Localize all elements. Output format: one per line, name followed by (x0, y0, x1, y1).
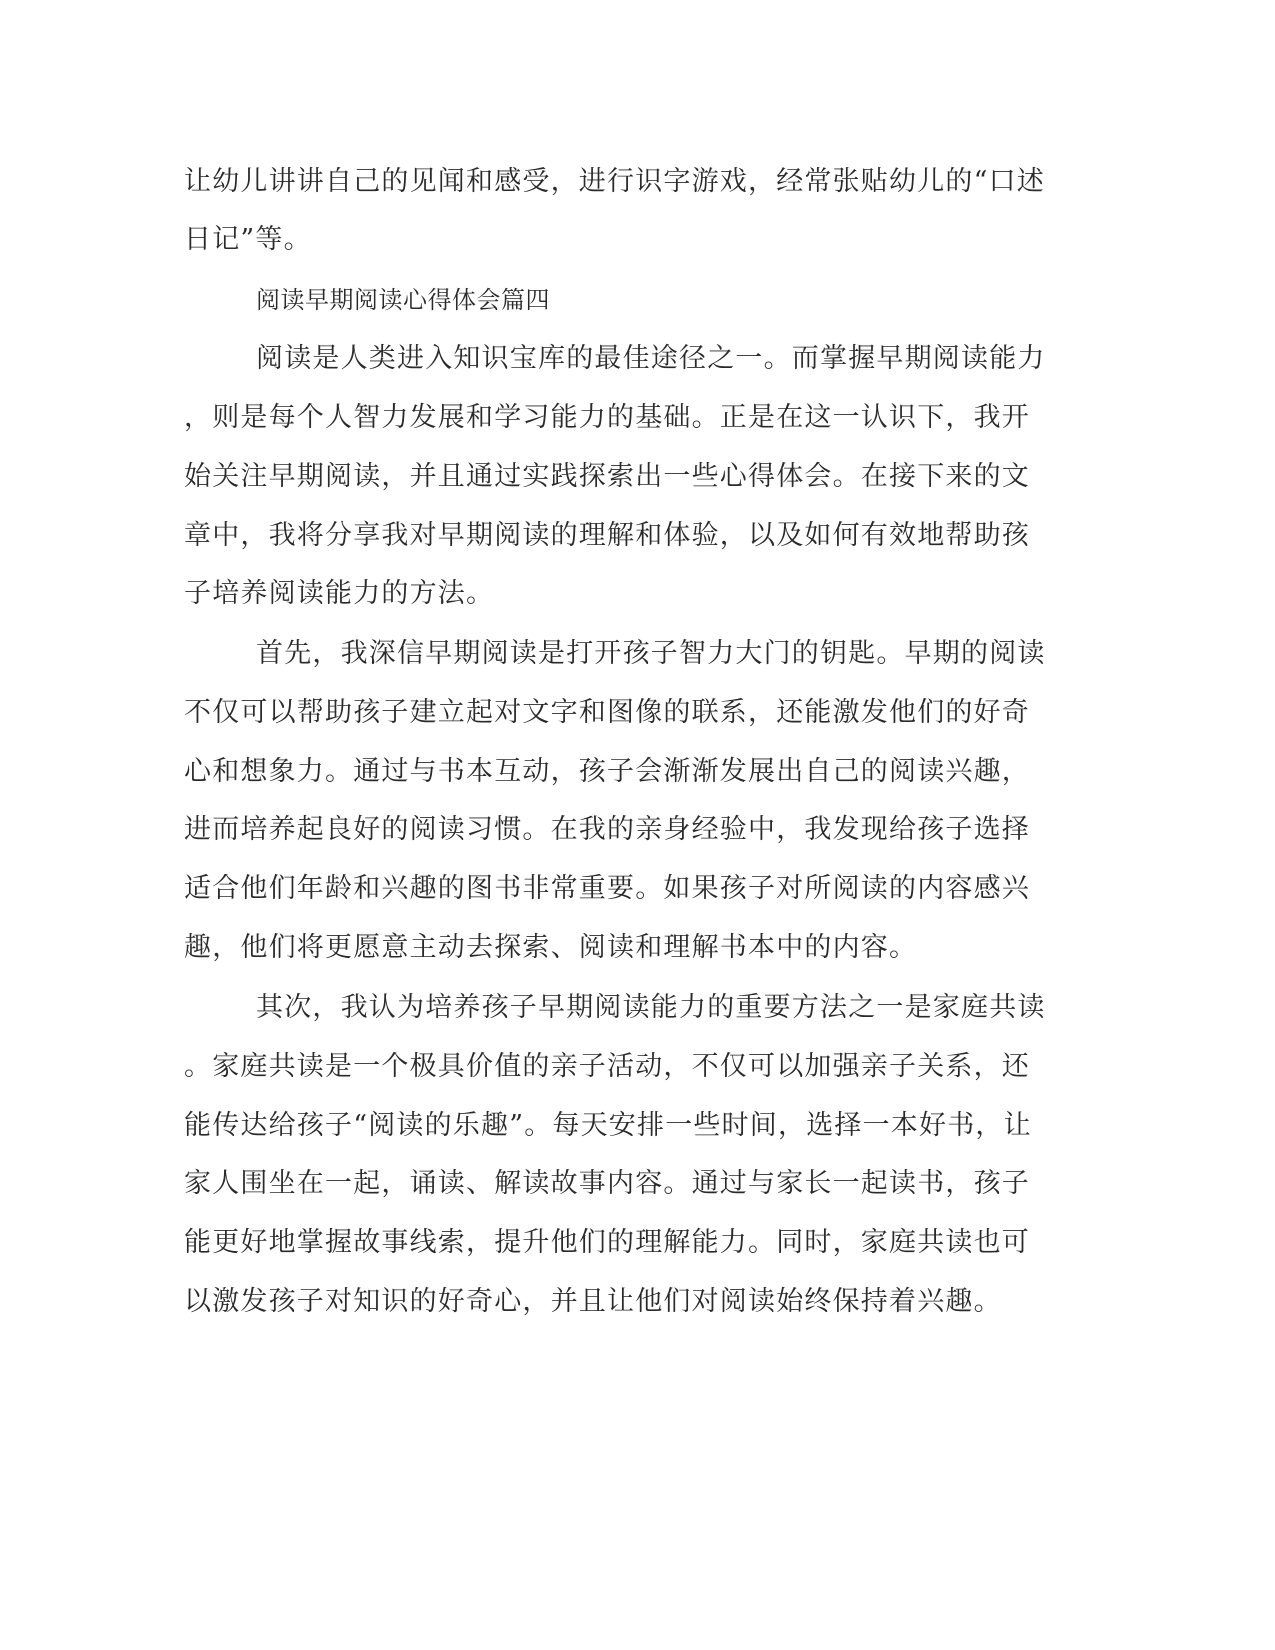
text-line: 适合他们年龄和兴趣的图书非常重要。如果孩子对所阅读的内容感兴 (184, 873, 1030, 904)
text-line: 其次，我认为培养孩子早期阅读能力的重要方法之一是家庭共读 (256, 992, 1046, 1023)
text-line: 章中，我将分享我对早期阅读的理解和体验，以及如何有效地帮助孩 (184, 520, 1030, 551)
text-line: 日记”等。 (184, 224, 312, 255)
text-line: 能更好地掌握故事线索，提升他们的理解能力。同时，家庭共读也可 (184, 1227, 1030, 1258)
text-line: 以激发孩子对知识的好奇心，并且让他们对阅读始终保持着兴趣。 (184, 1286, 1002, 1317)
text-line: 让幼儿讲讲自己的见闻和感受，进行识字游戏，经常张贴幼儿的“口述 (184, 166, 1046, 197)
text-line: 。家庭共读是一个极具价值的亲子活动，不仅可以加强亲子关系，还 (184, 1051, 1030, 1082)
text-line: 心和想象力。通过与书本互动，孩子会渐渐发展出自己的阅读兴趣， (184, 756, 1030, 787)
text-line: 首先，我深信早期阅读是打开孩子智力大门的钥匙。早期的阅读 (256, 638, 1046, 669)
text-line: 能传达给孩子“阅读的乐趣”。每天安排一些时间，选择一本好书，让 (184, 1110, 1032, 1141)
text-line: 家人围坐在一起，诵读、解读故事内容。通过与家长一起读书，孩子 (184, 1168, 1030, 1199)
text-line: 不仅可以帮助孩子建立起对文字和图像的联系，还能激发他们的好奇 (184, 697, 1030, 728)
text-line: 趣，他们将更愿意主动去探索、阅读和理解书本中的内容。 (184, 932, 918, 963)
text-line: 始关注早期阅读，并且通过实践探索出一些心得体会。在接下来的文 (184, 461, 1030, 492)
section-heading: 阅读早期阅读心得体会篇四 (256, 286, 550, 314)
text-line: ，则是每个人智力发展和学习能力的基础。正是在这一认识下，我开 (184, 402, 1030, 433)
text-line: 子培养阅读能力的方法。 (184, 578, 495, 609)
text-line: 阅读是人类进入知识宝库的最佳途径之一。而掌握早期阅读能力 (256, 343, 1046, 374)
text-line: 进而培养起良好的阅读习惯。在我的亲身经验中，我发现给孩子选择 (184, 814, 1030, 845)
